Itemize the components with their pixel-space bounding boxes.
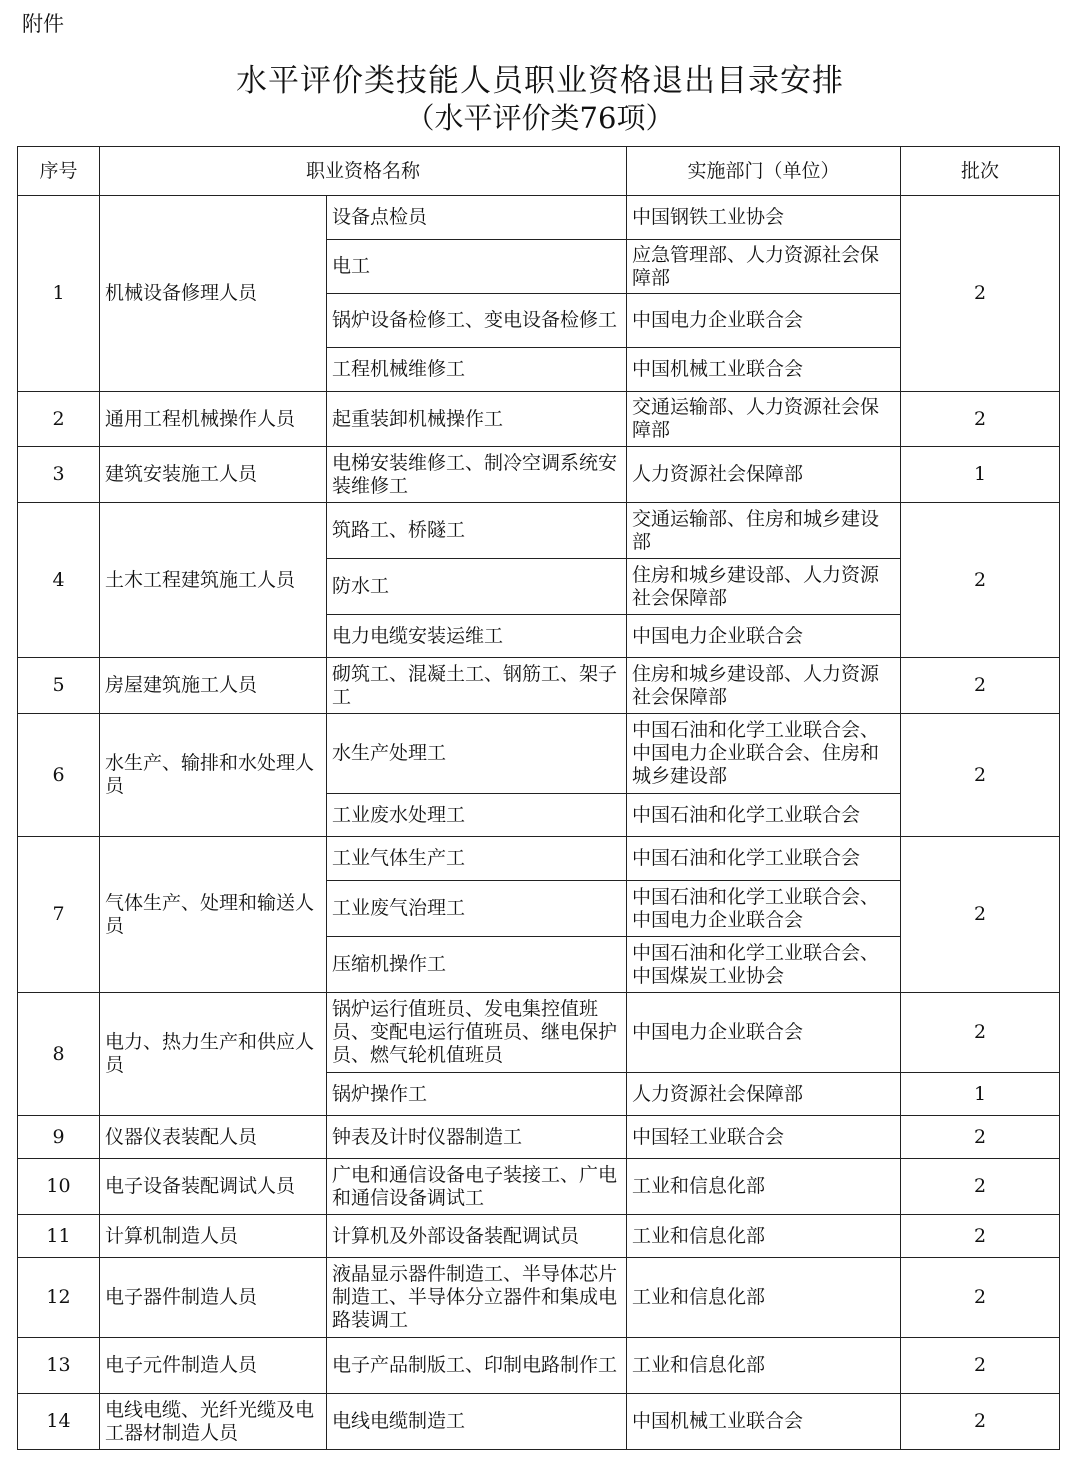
row-number: 6 — [18, 714, 100, 837]
qualification-name-cell: 砌筑工、混凝土工、钢筋工、架子工 — [327, 658, 627, 714]
batch-cell: 2 — [901, 1215, 1060, 1258]
category-cell: 水生产、输排和水处理人员 — [100, 714, 327, 837]
qualification-table — [17, 146, 1060, 1450]
table-row — [18, 1215, 1060, 1258]
batch-cell: 2 — [901, 1116, 1060, 1159]
document-title: 水平评价类技能人员职业资格退出目录安排 — [236, 63, 844, 99]
qualification-name-cell: 防水工 — [327, 559, 627, 615]
department-cell: 中国石油和化学工业联合会、中国电力企业联合会、住房和城乡建设部 — [627, 714, 901, 794]
batch-cell: 2 — [901, 1338, 1060, 1394]
row-number: 4 — [18, 503, 100, 658]
department-cell: 中国石油和化学工业联合会、中国电力企业联合会 — [627, 881, 901, 937]
table-header-row — [18, 147, 1060, 196]
department-cell: 人力资源社会保障部 — [627, 447, 901, 503]
category-cell: 通用工程机械操作人员 — [100, 392, 327, 447]
department-cell: 工业和信息化部 — [627, 1159, 901, 1215]
row-number: 13 — [18, 1338, 100, 1394]
batch-cell: 2 — [901, 392, 1060, 447]
row-number: 10 — [18, 1159, 100, 1215]
category-cell: 电子设备装配调试人员 — [100, 1159, 327, 1215]
row-number: 11 — [18, 1215, 100, 1258]
category-cell: 气体生产、处理和输送人员 — [100, 837, 327, 993]
batch-cell: 2 — [901, 1394, 1060, 1450]
department-cell: 应急管理部、人力资源社会保障部 — [627, 240, 901, 294]
category-cell: 建筑安装施工人员 — [100, 447, 327, 503]
batch-cell: 2 — [901, 196, 1060, 392]
department-cell: 中国电力企业联合会 — [627, 993, 901, 1073]
header-dept: 实施部门（单位） — [627, 147, 901, 196]
category-cell: 电子元件制造人员 — [100, 1338, 327, 1394]
department-cell: 中国钢铁工业协会 — [627, 196, 901, 240]
qualification-name-cell: 锅炉操作工 — [327, 1073, 627, 1116]
category-cell: 房屋建筑施工人员 — [100, 658, 327, 714]
batch-cell: 2 — [901, 658, 1060, 714]
department-cell: 工业和信息化部 — [627, 1258, 901, 1338]
batch-cell: 2 — [901, 993, 1060, 1073]
department-cell: 工业和信息化部 — [627, 1338, 901, 1394]
qualification-name-cell: 工业废水处理工 — [327, 794, 627, 837]
table-row — [18, 503, 1060, 559]
department-cell: 中国电力企业联合会 — [627, 294, 901, 348]
table-row — [18, 1338, 1060, 1394]
table-row — [18, 1258, 1060, 1338]
table-row — [18, 993, 1060, 1073]
qualification-name-cell: 锅炉设备检修工、变电设备检修工 — [327, 294, 627, 348]
row-number: 3 — [18, 447, 100, 503]
qualification-name-cell: 广电和通信设备电子装接工、广电和通信设备调试工 — [327, 1159, 627, 1215]
category-cell: 电子器件制造人员 — [100, 1258, 327, 1338]
document-subtitle: （水平评价类76项） — [405, 101, 675, 135]
qualification-name-cell: 计算机及外部设备装配调试员 — [327, 1215, 627, 1258]
batch-cell: 2 — [901, 714, 1060, 837]
table-body — [18, 196, 1060, 1450]
qualification-name-cell: 钟表及计时仪器制造工 — [327, 1116, 627, 1159]
row-number: 9 — [18, 1116, 100, 1159]
department-cell: 工业和信息化部 — [627, 1215, 901, 1258]
qualification-name-cell: 工业气体生产工 — [327, 837, 627, 881]
category-cell: 电线电缆、光纤光缆及电工器材制造人员 — [100, 1394, 327, 1450]
qualification-name-cell: 起重装卸机械操作工 — [327, 392, 627, 447]
qualification-name-cell: 电子产品制版工、印制电路制作工 — [327, 1338, 627, 1394]
category-cell: 计算机制造人员 — [100, 1215, 327, 1258]
batch-cell: 2 — [901, 1258, 1060, 1338]
department-cell: 中国机械工业联合会 — [627, 348, 901, 392]
qualification-name-cell: 筑路工、桥隧工 — [327, 503, 627, 559]
qualification-name-cell: 压缩机操作工 — [327, 937, 627, 993]
row-number: 12 — [18, 1258, 100, 1338]
qualification-name-cell: 电线电缆制造工 — [327, 1394, 627, 1450]
department-cell: 住房和城乡建设部、人力资源社会保障部 — [627, 559, 901, 615]
table-row — [18, 1116, 1060, 1159]
header-name: 职业资格名称 — [100, 147, 627, 196]
table-row — [18, 658, 1060, 714]
row-number: 8 — [18, 993, 100, 1116]
table-row — [18, 714, 1060, 794]
category-cell: 仪器仪表装配人员 — [100, 1116, 327, 1159]
table-row — [18, 837, 1060, 881]
category-cell: 土木工程建筑施工人员 — [100, 503, 327, 658]
header-batch: 批次 — [901, 147, 1060, 196]
row-number: 2 — [18, 392, 100, 447]
qualification-name-cell: 电梯安装维修工、制冷空调系统安装维修工 — [327, 447, 627, 503]
batch-cell: 1 — [901, 1073, 1060, 1116]
batch-cell: 1 — [901, 447, 1060, 503]
qualification-name-cell: 锅炉运行值班员、发电集控值班员、变配电运行值班员、继电保护员、燃气轮机值班员 — [327, 993, 627, 1073]
department-cell: 中国机械工业联合会 — [627, 1394, 901, 1450]
qualification-name-cell: 液晶显示器件制造工、半导体芯片制造工、半导体分立器件和集成电路装调工 — [327, 1258, 627, 1338]
qualification-name-cell: 水生产处理工 — [327, 714, 627, 794]
table-row — [18, 1159, 1060, 1215]
table-row — [18, 196, 1060, 240]
qualification-name-cell: 工业废气治理工 — [327, 881, 627, 937]
header-seq: 序号 — [18, 147, 100, 196]
department-cell: 中国石油和化学工业联合会 — [627, 794, 901, 837]
row-number: 5 — [18, 658, 100, 714]
department-cell: 人力资源社会保障部 — [627, 1073, 901, 1116]
batch-cell: 2 — [901, 837, 1060, 993]
attachment-label: 附件 — [22, 12, 64, 36]
category-cell: 电力、热力生产和供应人员 — [100, 993, 327, 1116]
qualification-name-cell: 设备点检员 — [327, 196, 627, 240]
row-number: 14 — [18, 1394, 100, 1450]
table-row — [18, 447, 1060, 503]
table-row — [18, 1394, 1060, 1450]
qualification-name-cell: 电力电缆安装运维工 — [327, 615, 627, 658]
row-number: 7 — [18, 837, 100, 993]
row-number: 1 — [18, 196, 100, 392]
department-cell: 中国石油和化学工业联合会、中国煤炭工业协会 — [627, 937, 901, 993]
qualification-name-cell: 电工 — [327, 240, 627, 294]
department-cell: 交通运输部、人力资源社会保障部 — [627, 392, 901, 447]
batch-cell: 2 — [901, 503, 1060, 658]
department-cell: 中国石油和化学工业联合会 — [627, 837, 901, 881]
category-cell: 机械设备修理人员 — [100, 196, 327, 392]
department-cell: 交通运输部、住房和城乡建设部 — [627, 503, 901, 559]
department-cell: 住房和城乡建设部、人力资源社会保障部 — [627, 658, 901, 714]
department-cell: 中国电力企业联合会 — [627, 615, 901, 658]
table-row — [18, 392, 1060, 447]
department-cell: 中国轻工业联合会 — [627, 1116, 901, 1159]
qualification-name-cell: 工程机械维修工 — [327, 348, 627, 392]
batch-cell: 2 — [901, 1159, 1060, 1215]
